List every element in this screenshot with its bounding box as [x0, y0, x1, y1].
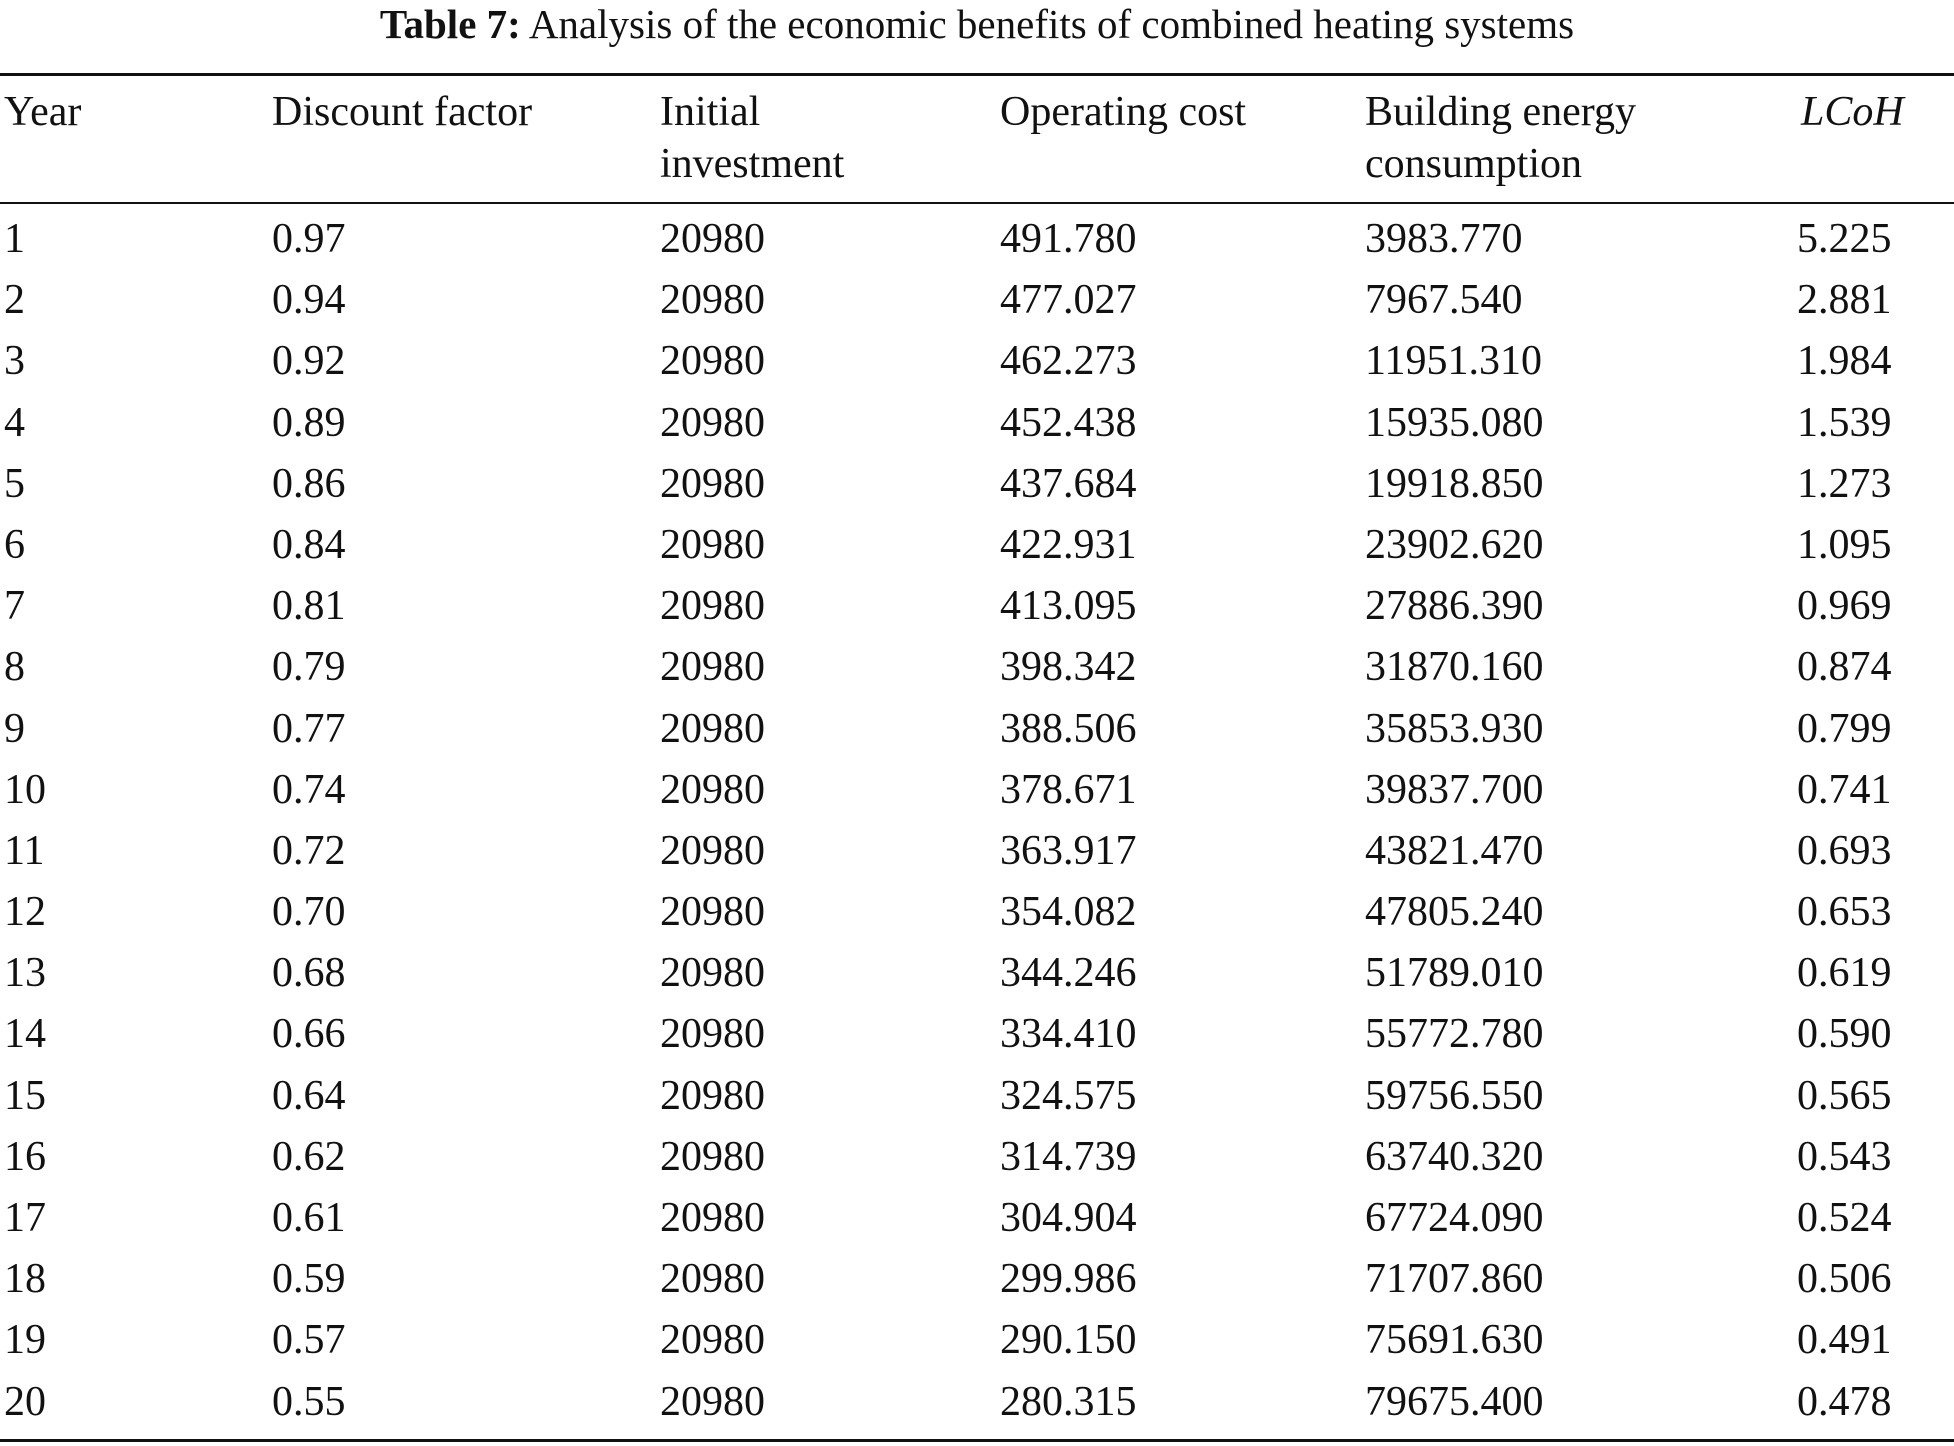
table-row — [0, 947, 1954, 1008]
cell-initial-investment: 20980 — [660, 1072, 765, 1119]
header-initial-investment: Initial investment — [660, 89, 845, 187]
cell-discount-factor: 0.62 — [272, 1133, 346, 1180]
cell-initial-investment: 20980 — [660, 889, 765, 936]
cell-building-energy-consumption: 3983.770 — [1365, 216, 1523, 262]
cell-lcoh: 0.478 — [1797, 1378, 1892, 1425]
cell-year: 6 — [4, 521, 25, 568]
cell-year: 3 — [4, 338, 25, 385]
cell-building-energy-consumption: 15935.080 — [1365, 399, 1544, 446]
cell-initial-investment: 20980 — [660, 705, 765, 752]
table-row — [0, 458, 1954, 519]
cell-year: 8 — [4, 644, 25, 691]
cell-lcoh: 0.491 — [1797, 1317, 1892, 1364]
cell-year: 2 — [4, 277, 25, 324]
cell-lcoh: 0.590 — [1797, 1011, 1892, 1058]
cell-lcoh: 2.881 — [1797, 277, 1892, 324]
cell-initial-investment: 20980 — [660, 1378, 765, 1425]
table-row — [0, 703, 1954, 764]
cell-building-energy-consumption: 47805.240 — [1365, 889, 1544, 936]
cell-lcoh: 0.693 — [1797, 827, 1892, 874]
header-discount-factor: Discount factor — [272, 89, 533, 135]
cell-initial-investment: 20980 — [660, 766, 765, 813]
cell-discount-factor: 0.61 — [272, 1195, 346, 1241]
cell-year: 10 — [4, 766, 46, 813]
table-row — [0, 213, 1954, 274]
cell-operating-cost: 413.095 — [1000, 583, 1137, 630]
cell-building-energy-consumption: 75691.630 — [1365, 1317, 1544, 1364]
table-row — [0, 1008, 1954, 1069]
cell-building-energy-consumption: 23902.620 — [1365, 521, 1544, 568]
cell-building-energy-consumption: 27886.390 — [1365, 583, 1544, 630]
cell-initial-investment: 20980 — [660, 583, 765, 630]
cell-year: 11 — [4, 827, 45, 874]
table-row — [0, 886, 1954, 947]
table-top-rule — [0, 73, 1954, 76]
cell-building-energy-consumption: 67724.090 — [1365, 1195, 1544, 1241]
table-row — [0, 1131, 1954, 1192]
cell-discount-factor: 0.64 — [272, 1072, 346, 1119]
table-row — [0, 1192, 1954, 1253]
cell-discount-factor: 0.86 — [272, 460, 346, 507]
table-caption-label: Table 7: — [379, 1, 521, 47]
table-row — [0, 519, 1954, 580]
table-row — [0, 397, 1954, 458]
cell-operating-cost: 422.931 — [1000, 521, 1137, 568]
cell-initial-investment: 20980 — [660, 521, 765, 568]
cell-initial-investment: 20980 — [660, 216, 765, 262]
cell-year: 19 — [4, 1317, 46, 1364]
cell-discount-factor: 0.57 — [272, 1317, 346, 1364]
cell-discount-factor: 0.79 — [272, 644, 346, 691]
header-building-energy-consumption: Building energy consumption — [1365, 89, 1637, 187]
cell-building-energy-consumption: 43821.470 — [1365, 827, 1544, 874]
header-lcoh: LCoH — [1801, 89, 1904, 135]
cell-operating-cost: 462.273 — [1000, 338, 1137, 385]
cell-building-energy-consumption: 59756.550 — [1365, 1072, 1544, 1119]
cell-initial-investment: 20980 — [660, 1256, 765, 1303]
table-row — [0, 1314, 1954, 1375]
cell-year: 15 — [4, 1072, 46, 1119]
table-row — [0, 1253, 1954, 1314]
table-row — [0, 335, 1954, 396]
cell-building-energy-consumption: 7967.540 — [1365, 277, 1523, 324]
cell-building-energy-consumption: 11951.310 — [1365, 338, 1542, 385]
cell-year: 16 — [4, 1133, 46, 1180]
cell-initial-investment: 20980 — [660, 1133, 765, 1180]
cell-discount-factor: 0.55 — [272, 1378, 346, 1425]
cell-lcoh: 1.539 — [1797, 399, 1892, 446]
cell-lcoh: 1.095 — [1797, 521, 1892, 568]
cell-operating-cost: 378.671 — [1000, 766, 1137, 813]
cell-operating-cost: 299.986 — [1000, 1256, 1137, 1303]
cell-lcoh: 0.619 — [1797, 950, 1892, 997]
table-header-rule — [0, 202, 1954, 204]
cell-discount-factor: 0.72 — [272, 827, 346, 874]
table-row — [0, 641, 1954, 702]
cell-initial-investment: 20980 — [660, 1195, 765, 1241]
cell-building-energy-consumption: 71707.860 — [1365, 1256, 1544, 1303]
cell-year: 9 — [4, 705, 25, 752]
cell-discount-factor: 0.81 — [272, 583, 346, 630]
cell-lcoh: 1.273 — [1797, 460, 1892, 507]
cell-operating-cost: 452.438 — [1000, 399, 1137, 446]
cell-building-energy-consumption: 39837.700 — [1365, 766, 1544, 813]
cell-building-energy-consumption: 31870.160 — [1365, 644, 1544, 691]
cell-lcoh: 1.984 — [1797, 338, 1892, 385]
cell-lcoh: 0.506 — [1797, 1256, 1892, 1303]
cell-operating-cost: 437.684 — [1000, 460, 1137, 507]
cell-lcoh: 0.741 — [1797, 766, 1892, 813]
cell-operating-cost: 491.780 — [1000, 216, 1137, 262]
header-year: Year — [4, 89, 82, 135]
table-body — [0, 213, 1954, 1437]
cell-initial-investment: 20980 — [660, 644, 765, 691]
cell-building-energy-consumption: 55772.780 — [1365, 1011, 1544, 1058]
table-bottom-rule — [0, 1439, 1954, 1442]
cell-building-energy-consumption: 51789.010 — [1365, 950, 1544, 997]
cell-initial-investment: 20980 — [660, 950, 765, 997]
table-header-row — [0, 86, 1954, 196]
cell-operating-cost: 344.246 — [1000, 950, 1137, 997]
cell-initial-investment: 20980 — [660, 1317, 765, 1364]
cell-discount-factor: 0.68 — [272, 950, 346, 997]
cell-year: 4 — [4, 399, 25, 446]
cell-operating-cost: 290.150 — [1000, 1317, 1137, 1364]
cell-lcoh: 0.524 — [1797, 1195, 1892, 1241]
table-row — [0, 1070, 1954, 1131]
cell-year: 12 — [4, 889, 46, 936]
cell-discount-factor: 0.70 — [272, 889, 346, 936]
cell-year: 17 — [4, 1195, 46, 1241]
cell-building-energy-consumption: 79675.400 — [1365, 1378, 1544, 1425]
table-row — [0, 274, 1954, 335]
cell-operating-cost: 388.506 — [1000, 705, 1137, 752]
cell-operating-cost: 334.410 — [1000, 1011, 1137, 1058]
cell-discount-factor: 0.94 — [272, 277, 346, 324]
cell-lcoh: 0.565 — [1797, 1072, 1892, 1119]
cell-initial-investment: 20980 — [660, 277, 765, 324]
cell-operating-cost: 363.917 — [1000, 827, 1137, 874]
cell-building-energy-consumption: 63740.320 — [1365, 1133, 1544, 1180]
cell-lcoh: 0.969 — [1797, 583, 1892, 630]
table-row — [0, 1376, 1954, 1437]
table-caption-text: Analysis of the economic benefits of combined heating systems — [528, 1, 1575, 47]
cell-lcoh: 5.225 — [1797, 216, 1892, 262]
cell-operating-cost: 324.575 — [1000, 1072, 1137, 1119]
cell-initial-investment: 20980 — [660, 1011, 765, 1058]
cell-operating-cost: 398.342 — [1000, 644, 1137, 691]
cell-lcoh: 0.874 — [1797, 644, 1892, 691]
cell-initial-investment: 20980 — [660, 460, 765, 507]
cell-discount-factor: 0.84 — [272, 521, 346, 568]
cell-discount-factor: 0.59 — [272, 1256, 346, 1303]
cell-operating-cost: 314.739 — [1000, 1133, 1137, 1180]
cell-discount-factor: 0.77 — [272, 705, 346, 752]
cell-lcoh: 0.543 — [1797, 1133, 1892, 1180]
cell-discount-factor: 0.74 — [272, 766, 346, 813]
cell-year: 13 — [4, 950, 46, 997]
cell-year: 14 — [4, 1011, 46, 1058]
cell-year: 18 — [4, 1256, 46, 1303]
cell-lcoh: 0.799 — [1797, 705, 1892, 752]
cell-discount-factor: 0.97 — [272, 216, 346, 262]
cell-lcoh: 0.653 — [1797, 889, 1892, 936]
cell-initial-investment: 20980 — [660, 827, 765, 874]
cell-year: 1 — [4, 216, 25, 262]
cell-initial-investment: 20980 — [660, 399, 765, 446]
cell-building-energy-consumption: 35853.930 — [1365, 705, 1544, 752]
cell-operating-cost: 280.315 — [1000, 1378, 1137, 1425]
cell-initial-investment: 20980 — [660, 338, 765, 385]
cell-discount-factor: 0.66 — [272, 1011, 346, 1058]
table-caption — [0, 0, 1954, 56]
cell-year: 20 — [4, 1378, 46, 1425]
table-row — [0, 825, 1954, 886]
header-operating-cost: Operating cost — [1000, 89, 1247, 135]
cell-discount-factor: 0.89 — [272, 399, 346, 446]
cell-building-energy-consumption: 19918.850 — [1365, 460, 1544, 507]
cell-discount-factor: 0.92 — [272, 338, 346, 385]
table-row — [0, 580, 1954, 641]
cell-year: 7 — [4, 583, 25, 630]
table-row — [0, 764, 1954, 825]
cell-operating-cost: 354.082 — [1000, 889, 1137, 936]
cell-operating-cost: 304.904 — [1000, 1195, 1137, 1241]
cell-operating-cost: 477.027 — [1000, 277, 1137, 324]
cell-year: 5 — [4, 460, 25, 507]
